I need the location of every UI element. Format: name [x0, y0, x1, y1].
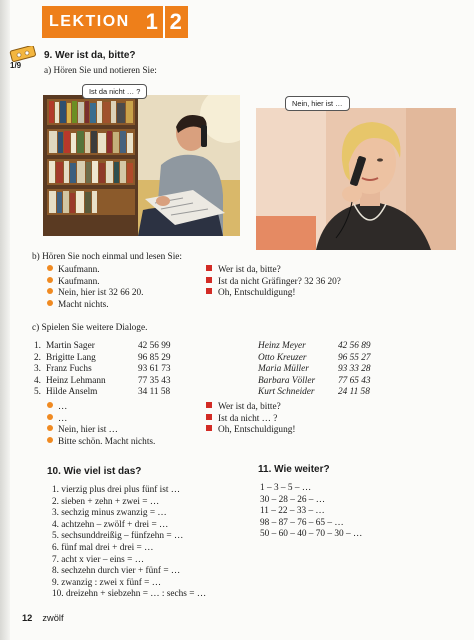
dialogue-line: Oh, Entschuldigung!: [206, 425, 295, 437]
dialogue-line: Nein, hier ist …: [47, 425, 155, 437]
list-item: Barbara Völler 77 65 43: [258, 375, 371, 386]
dialogue-line: Macht nichts.: [47, 300, 143, 312]
bullet-orange: [47, 425, 53, 431]
lektion-header: [42, 6, 188, 38]
list-item: Otto Kreuzer 96 55 27: [258, 352, 371, 363]
list-item: 1. Martin Sager 42 56 99: [34, 341, 171, 351]
list-item: 5. sechsunddreißig – fünfzehn = …: [52, 531, 184, 542]
list-item: 3. Franz Fuchs 93 61 73: [34, 364, 171, 375]
lektion-digit-2: 2: [169, 9, 182, 34]
list-item: 8. sechzehn durch vier + fünf = …: [52, 566, 181, 577]
page-word: zwölf: [42, 613, 64, 623]
exercise-10-title: 10. Wie viel ist das?: [47, 466, 142, 477]
square-red: [206, 265, 212, 271]
bullet-orange: [47, 402, 53, 408]
list-item: 4. Heinz Lehmann 77 35 43: [34, 375, 171, 386]
list-item: 3. sechzig minus zwanzig = …: [52, 508, 167, 519]
dialogue-line: Kaufmann.: [47, 265, 143, 277]
square-red: [206, 277, 212, 283]
track-number: 1/9: [10, 61, 22, 70]
bullet-orange: [47, 414, 53, 420]
photo-woman-on-phone: [256, 108, 456, 250]
list-item: 7. acht x vier – eins = …: [52, 554, 144, 565]
dialogue-b-right: [206, 265, 341, 300]
list-item: Maria Müller 93 33 28: [258, 364, 371, 375]
dialogue-d-right: [206, 402, 295, 437]
exercise-9b-instruction: b) Hören Sie noch einmal und lesen Sie:: [32, 252, 183, 262]
lektion-divider: [163, 6, 165, 38]
phone-list-1: [34, 341, 171, 399]
square-red: [206, 288, 212, 294]
exercise-9-title: 9. Wer ist da, bitte?: [44, 50, 136, 61]
list-item: 10. dreizehn + siebzehn = … : sechs = …: [52, 589, 207, 600]
page-footer: [22, 613, 64, 623]
list-item: 2. sieben + zehn + zwei = …: [52, 496, 160, 507]
dialogue-line: Wer ist da, bitte?: [206, 265, 341, 277]
dialogue-line: Nein, hier ist 32 66 20.: [47, 288, 143, 300]
dialogue-line: …: [47, 414, 155, 426]
bullet-orange: [47, 300, 53, 306]
bullet-orange: [47, 265, 53, 271]
exercise-11-list: [260, 483, 362, 541]
list-item: 98 – 87 – 76 – 65 – …: [260, 517, 344, 528]
list-item: 50 – 60 – 40 – 70 – 30 – …: [260, 529, 363, 540]
list-item: Heinz Meyer 42 56 89: [258, 341, 371, 351]
lektion-digit-1: 1: [145, 9, 158, 34]
dialogue-line: Bitte schön. Macht nichts.: [47, 437, 155, 449]
square-red: [206, 402, 212, 408]
square-red: [206, 425, 212, 431]
dialogue-line: Ist da nicht Gräfinger? 32 36 20?: [206, 277, 341, 289]
dialogue-b-left: [47, 265, 143, 311]
exercise-11-title: 11. Wie weiter?: [258, 464, 330, 475]
dialogue-line: Ist da nicht … ?: [206, 414, 295, 426]
bullet-orange: [47, 277, 53, 283]
dialogue-line: Kaufmann.: [47, 277, 143, 289]
exercise-10-list: [52, 485, 206, 601]
list-item: 6. fünf mal drei + drei = …: [52, 542, 154, 553]
list-item: 4. achtzehn – zwölf + drei = …: [52, 519, 169, 530]
page-binding-shadow: [0, 0, 10, 640]
lektion-label: LEKTION: [49, 13, 130, 30]
bullet-orange: [47, 437, 53, 443]
speech-bubble-right: Nein, hier ist …: [285, 96, 350, 111]
dialogue-line: Oh, Entschuldigung!: [206, 288, 341, 300]
bullet-orange: [47, 288, 53, 294]
page-number: 12: [22, 613, 33, 623]
list-item: 9. zwanzig : zwei x fünf = …: [52, 577, 162, 588]
list-item: 1. vierzig plus drei plus fünf ist …: [52, 485, 181, 495]
speech-bubble-left: Ist da nicht … ?: [82, 84, 147, 99]
list-item: 11 – 22 – 33 – …: [260, 506, 325, 517]
dialogue-line: …: [47, 402, 155, 414]
square-red: [206, 414, 212, 420]
photo-man-on-phone: [43, 95, 240, 236]
dialogue-line: Wer ist da, bitte?: [206, 402, 295, 414]
list-item: 1 – 3 – 5 – …: [260, 483, 312, 493]
list-item: Kurt Schneider 24 11 58: [258, 387, 370, 398]
exercise-9c-instruction: c) Spielen Sie weitere Dialoge.: [32, 323, 148, 333]
exercise-9a-instruction: a) Hören Sie und notieren Sie:: [44, 66, 157, 76]
phone-list-2: [258, 341, 371, 399]
list-item: 2. Brigitte Lang 96 85 29: [34, 352, 171, 363]
list-item: 30 – 28 – 26 – …: [260, 494, 326, 505]
list-item: 5. Hilde Anselm 34 11 58: [34, 387, 171, 398]
dialogue-d-left: [47, 402, 155, 448]
